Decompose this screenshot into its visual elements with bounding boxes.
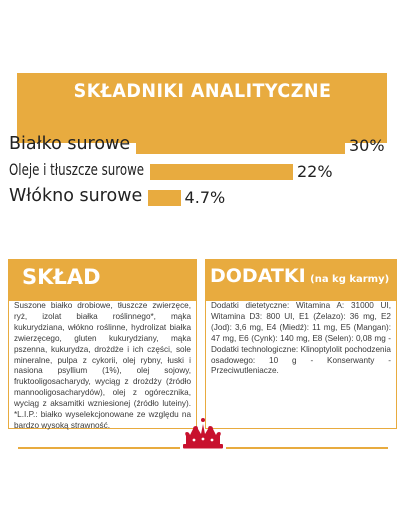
crown-icon [183, 418, 223, 449]
additives-subtitle: (na kg karmy) [310, 274, 390, 285]
fibre-label: Włókno surowe [9, 186, 143, 206]
protein-label: Białko surowe [9, 134, 131, 154]
fat-bar [150, 164, 293, 180]
fat-label: Oleje i tłuszcze surowe [9, 160, 144, 179]
fibre-value: 4.7% [184, 188, 226, 207]
additives-box [205, 301, 397, 429]
additives-title: DODATKI [210, 265, 306, 287]
composition-text: Suszone białko drobiowe, tłuszcze zwierzęce, ryż, izolat białka roślinnego*, mąka kukurydziana, włókno roślinne, hydrolizat białka zwierzęcego, gluten kukurydziany, mąka pszenna, kukurydza, drożdże i ich części, sole mineralne, pulpa z cykorii, olej rybny, łuski i nasiona psyllium (1%), olej sojowy, fruktooligosacharydy, wyciąg z drożdży (źródło mannooligosacharydów), olej z ogórecznika, wyciąg z aksamitki wzniesionej (źródło luteiny). *L.I.P.: białko wyselekcjonowane ze względu na bardzo wysoką strawność. [14, 301, 191, 430]
composition-title: SKŁAD [22, 265, 101, 289]
composition-box [8, 301, 197, 429]
additives-text: Dodatki dietetyczne: Witamina A: 31000 UI, Witamina D3: 800 UI, E1 (Żelazo): 36 mg, E2 (Jod): 3,6 mg, E4 (Miedź): 11 mg, E5 (Mangan): 47 mg, E6 (Cynk): 140 mg, E8 (Selen): 0,08 mg - Dodatki technologiczne: Klinoptylolit pochodzenia osadowego: 10 g - Konserwanty - Przeciwutleniacze. [211, 301, 391, 376]
protein-bar [136, 138, 345, 154]
additives-heading [210, 265, 389, 287]
fat-value: 22% [297, 162, 333, 181]
protein-value: 30% [349, 136, 385, 155]
analytic-title: SKŁADNIKI ANALITYCZNE [73, 80, 332, 102]
logo [0, 416, 405, 450]
fibre-bar [148, 190, 180, 206]
